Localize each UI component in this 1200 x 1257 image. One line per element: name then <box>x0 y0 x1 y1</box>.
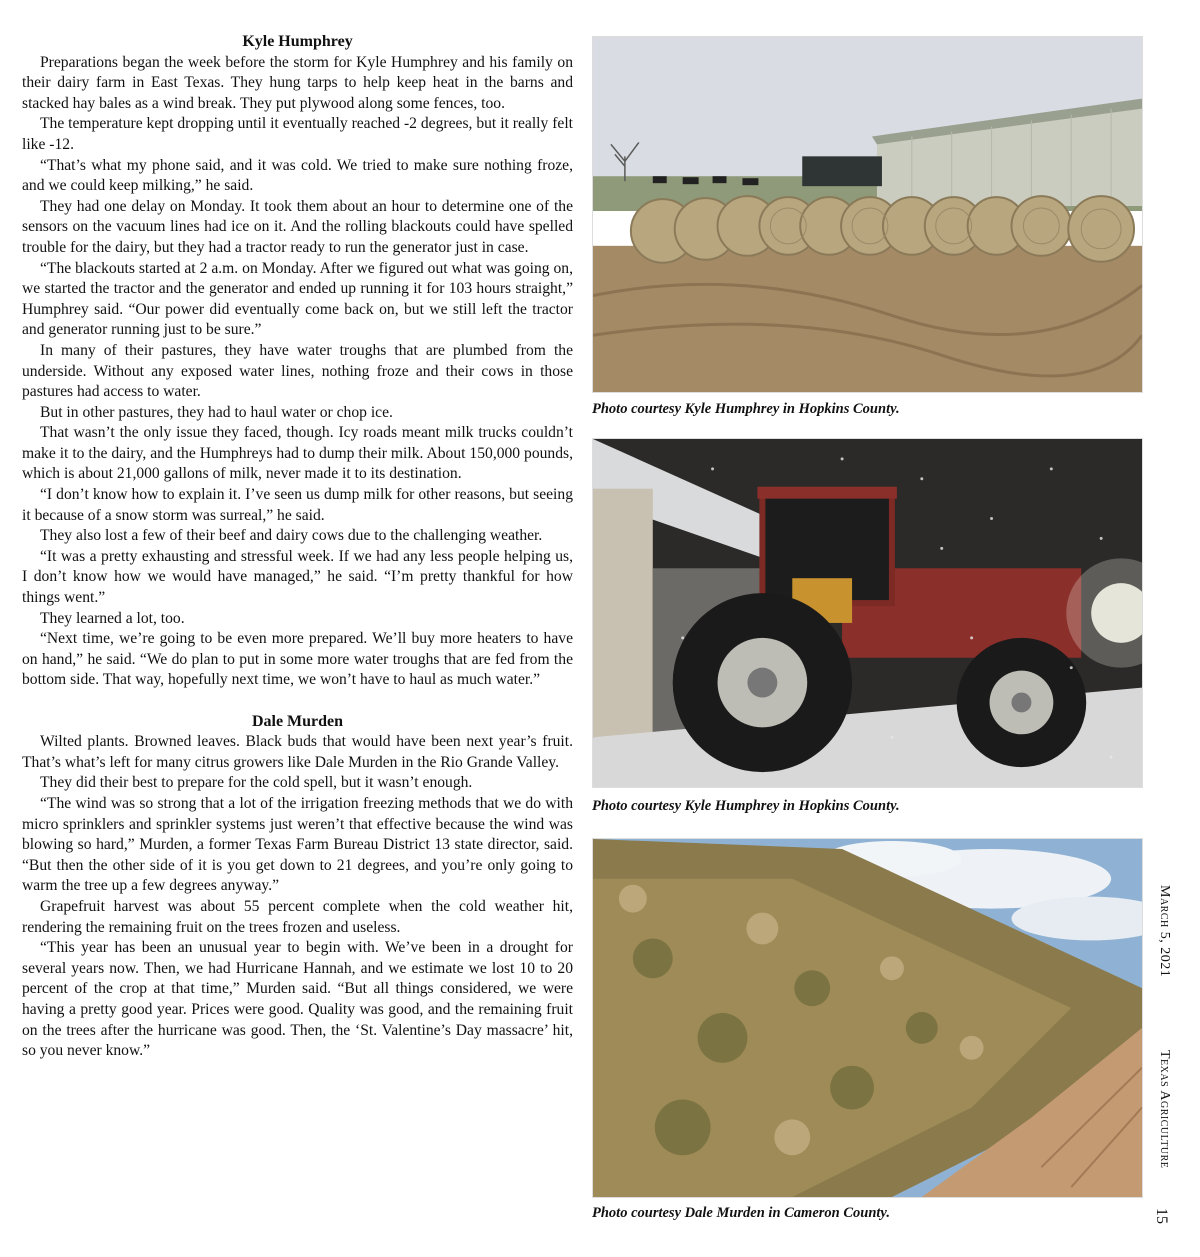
section1-body <box>22 53 573 691</box>
paragraph: The temperature kept dropping until it eventually reached -2 degrees, but it really felt like -12. <box>22 115 573 153</box>
photo-caption: Photo courtesy Kyle Humphrey in Hopkins County. <box>592 401 900 417</box>
section-heading-dale-murden: Dale Murden <box>251 712 344 730</box>
section-spacer <box>22 691 573 712</box>
citrus-grove-illustration <box>593 839 1142 1197</box>
photo-citrus-grove <box>592 838 1143 1198</box>
paragraph: Wilted plants. Browned leaves. Black buds that would have been next year’s fruit. That’s what’s left for many citrus growers like Dale Murden in the Rio Grande Valley. <box>22 733 573 771</box>
page-number: 15 <box>1153 1208 1170 1224</box>
hay-bales-illustration <box>593 37 1142 392</box>
paragraph: That wasn’t the only issue they faced, though. Icy roads meant milk trucks couldn’t make it to the dairy, and the Humphreys had to dump their milk. About 150,000 pounds, which is about 21,000 gallons of milk, never made it to its destination. <box>22 424 573 483</box>
publication-name: Texas Agriculture <box>1157 1050 1172 1169</box>
paragraph: “The blackouts started at 2 a.m. on Monday. After we figured out what was going on, we started the tractor and the generator and ended up running it for 103 hours straight,” Humphrey said. “Our power did eventually come back on, but we still left the tractor and generator running just to be sure.” <box>22 259 573 339</box>
photo-caption: Photo courtesy Kyle Humphrey in Hopkins County. <box>592 798 900 814</box>
paragraph: “This year has been an unusual year to begin with. We’ve been in a drought for several years now. Then, we had Hurricane Hannah, and we estimate we lost 10 to 20 percent of the crop at that time,” Murden said. “But all things considered, we were having a pretty good year. Prices were good. Quality was good, and the remaining fruit on the trees after the hurricane was good. Then, the ‘St. Valentine’s Day massacre’ hit, so you never know.” <box>22 939 573 1060</box>
tractor-illustration <box>593 439 1142 787</box>
photo-tractor-snow <box>592 438 1143 788</box>
photo-caption: Photo courtesy Dale Murden in Cameron County. <box>592 1205 890 1221</box>
photo-hay-bales-barn <box>592 36 1143 393</box>
paragraph: In many of their pastures, they have water troughs that are plumbed from the underside. Without any exposed water lines, nothing froze and their cows in those pastures had access to water. <box>22 341 573 401</box>
paragraph: They also lost a few of their beef and dairy cows due to the challenging weather. <box>40 527 543 545</box>
issue-date: March 5, 2021 <box>1157 885 1172 978</box>
paragraph: “The wind was so strong that a lot of the irrigation freezing methods that we do with micro sprinklers and sprinkler systems just weren’t that effective because the wind was blowing so hard,” Murden, a former Texas Farm Bureau District 13 state director, said. “But then the other side of it is you get down to 21 degrees, and you’re only going to warm the tree up a few degrees anyway.” <box>22 794 573 895</box>
paragraph: “It was a pretty exhausting and stressful week. If we had any less people helping us, I don’t know how we would have managed,” he said. “I’m pretty thankful for how things went.” <box>22 547 573 607</box>
paragraph: They had one delay on Monday. It took them about an hour to determine one of the sensors on the vacuum lines had ice on it. And the rolling blackouts could have spelled trouble for the dairy, but they had a tractor ready to run the generator just in case. <box>22 197 573 256</box>
article-text-column <box>22 32 573 1062</box>
section-heading-kyle-humphrey: Kyle Humphrey <box>242 33 353 50</box>
paragraph: They learned a lot, too. <box>40 609 185 627</box>
paragraph: They did their best to prepare for the cold spell, but it wasn’t enough. <box>40 774 473 792</box>
paragraph: Preparations began the week before the storm for Kyle Humphrey and his family on their dairy farm in East Texas. They hung tarps to help keep heat in the barns and stacked hay bales as a wind break. They put plywood along some fences, too. <box>22 53 573 112</box>
paragraph: But in other pastures, they had to haul water or chop ice. <box>40 403 393 421</box>
paragraph: “That’s what my phone said, and it was cold. We tried to make sure nothing froze, and we could keep milking,” he said. <box>22 156 573 195</box>
paragraph: “Next time, we’re going to be even more prepared. We’ll buy more heaters to have on hand,” he said. “We do plan to put in some more water troughs that are fed from the bottom side. That way, hopefully next time, we won’t have to haul as much water.” <box>22 630 573 689</box>
section2-body <box>22 732 573 1062</box>
paragraph: “I don’t know how to explain it. I’ve seen us dump milk for other reasons, but seeing it because of a snow storm was surreal,” he said. <box>22 486 573 524</box>
paragraph: Grapefruit harvest was about 55 percent complete when the cold weather hit, rendering the remaining fruit on the trees frozen and useless. <box>22 897 573 936</box>
